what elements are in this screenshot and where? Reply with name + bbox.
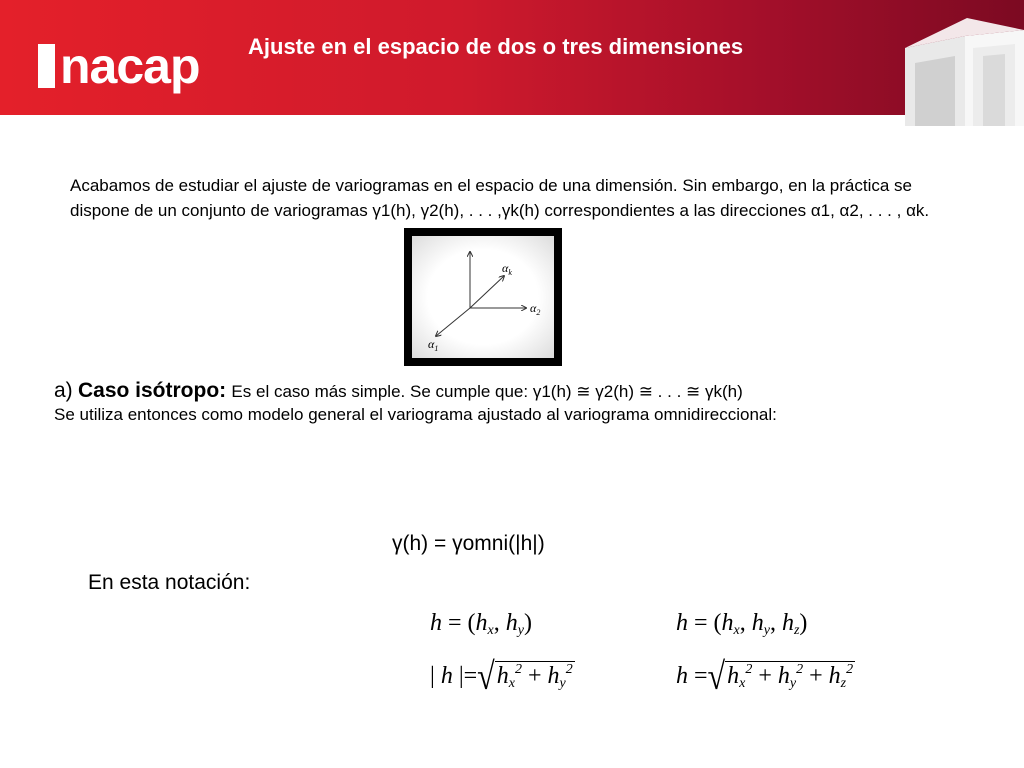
intro-paragraph: Acabamos de estudiar el ajuste de variogramas en el espacio de una dimensión. Sin embargo, en la práctica se dispone de un conjunto de variogramas γ1(h), γ2(h), . . . ,γk(h) correspondientes a las direcciones α1, α2, . . . , αk.: [70, 176, 930, 220]
omni-formula: γ(h) = γomni(|h|): [392, 532, 545, 555]
alpha-1-label: $\alpha_1$: [428, 337, 439, 353]
equation-h-2d: $h = (h_x$, $h_y$): [430, 610, 532, 638]
equation-abs-h-2d: | h $|=√h_x^2 + h_y^2$: [430, 654, 573, 698]
equation-h-3d: $h = (h_x$, $h_y$, $h_z$): [676, 610, 808, 638]
cube-icon: [905, 8, 1024, 126]
diagonal-axis: [436, 308, 470, 336]
isotropic-case: [54, 378, 743, 405]
logo-text: nacap: [60, 38, 200, 94]
alpha-k-vector: [470, 276, 504, 308]
notation-label: En esta notación:: [88, 571, 251, 594]
axes-diagram: [412, 236, 554, 358]
case-model-text: Se utiliza entonces como modelo general el variograma ajustado al variograma omnidireccional:: [54, 405, 777, 424]
alpha-k-label: $\alpha_k$: [502, 261, 512, 277]
diagram-canvas: [412, 236, 554, 358]
case-heading: Caso isótropo:: [77, 379, 227, 402]
case-text: Es el caso más simple. Se cumple que: γ1(h) ≅ γ2(h) ≅ . . . ≅ γk(h): [231, 382, 743, 401]
logo-bar-icon: [38, 44, 55, 88]
alpha-2-label: $\alpha_2$: [530, 301, 541, 317]
header-banner: [0, 0, 1024, 115]
equation-abs-h-3d: $h =√h_x^2 + h_y^2 + h_z^2$: [676, 654, 854, 698]
case-prefix: a): [54, 379, 73, 402]
direction-diagram: [404, 228, 562, 366]
slide-title: Ajuste en el espacio de dos o tres dimensiones: [248, 34, 744, 59]
